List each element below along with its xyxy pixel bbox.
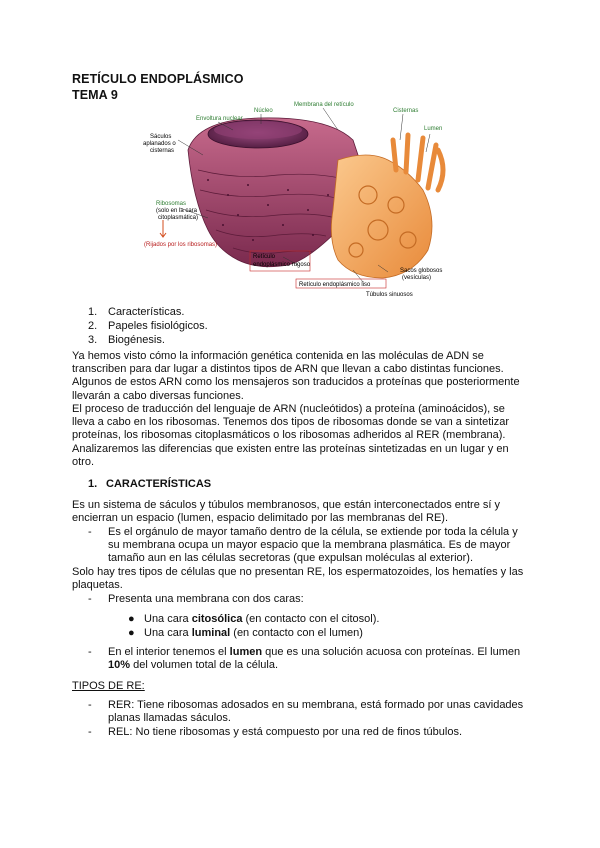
section-paragraph-1: Es un sistema de sáculos y túbulos membranosos, que están interconectados entre sí y encierran un espacio (lumen, espacio delimitado por las membranas del RE).	[72, 499, 501, 525]
label-saculos-1: Sáculos	[150, 134, 172, 140]
bullet-citosolica: ● Una cara citosólica (en contacto con el citosol).	[128, 613, 380, 625]
bullet-luminal: ● Una cara luminal (en contacto con el lumen)	[128, 627, 363, 639]
label-sacos-2: (vesículas)	[402, 275, 432, 281]
label-ribosomas: Ribosomas	[156, 201, 187, 207]
section-heading: 1. CARACTERÍSTICAS	[88, 478, 212, 490]
intro-paragraph-1: Ya hemos visto cómo la información genética contenida en las moléculas de ADN se transcriben para dar lugar a distintos tipos de ARN que llevan a cabo distintas funciones. Algunos de estos ARN como los mensajeros son traducidos a proteínas que posteriormente llevarán a cabo diversas funciones.	[72, 350, 520, 402]
dash-item-rel: - REL: No tiene ribosomas y está compuesto por una red de finos túbulos.	[88, 726, 463, 738]
dash-item-lumen: - En el interior tenemos el lumen que es una solución acuosa con proteínas. El lumen 10% del volumen total de la célula.	[88, 646, 521, 672]
label-saculos-3: cisternas	[150, 148, 175, 154]
list-item: 3. Biogénesis.	[88, 334, 165, 346]
label-envoltura: Envoltura nuclear	[196, 116, 243, 122]
list-item: 2. Papeles fisiológicos.	[88, 320, 208, 332]
dash-item-rer: - RER: Tiene ribosomas adosados en su membrana, está formado por unas cavidades planas llamadas sáculos.	[88, 699, 524, 725]
label-sacos-1: Sacos globosos	[400, 268, 443, 274]
list-item: 1. Características.	[88, 306, 185, 318]
section-paragraph-2: Solo hay tres tipos de células que no presentan RE, los espermatozoides, los hematíes y las plaquetas.	[72, 566, 524, 592]
label-tubulos: Túbulos sinuosos	[366, 292, 413, 298]
document-subtitle: TEMA 9	[72, 88, 118, 102]
label-membrana: Membrana del retículo	[294, 102, 354, 108]
document-title: RETÍCULO ENDOPLÁSMICO	[72, 72, 244, 86]
label-ribosomas-note-1: (solo en la cara	[156, 208, 198, 214]
label-lumen: Lumen	[424, 126, 443, 132]
label-cisternas: Cisternas	[393, 108, 419, 114]
er-diagram	[138, 100, 458, 300]
dash-item-organulo: - Es el orgánulo de mayor tamaño dentro de la célula, se extiende por toda la célula y su membrana ocupa un mayor espacio que la membrana plasmática. Es de mayor tamaño aun en las células secretoras (que expulsan moléculas al exterior).	[88, 526, 518, 565]
intro-paragraph-3: Analizaremos las diferencias que existen entre las proteínas sintetizadas en un lugar y en otro.	[72, 443, 509, 469]
outline-list	[88, 305, 208, 347]
label-ribosomas-note-2: citoplasmática)	[158, 215, 199, 221]
dash-item-membrana: - Presenta una membrana con dos caras:	[88, 593, 304, 605]
label-saculos-2: aplanados o	[143, 141, 176, 147]
label-rer-1: Retículo	[253, 254, 276, 260]
tipos-heading: TIPOS DE RE:	[72, 680, 145, 692]
label-rel: Retículo endoplásmico liso	[299, 282, 371, 288]
intro-paragraph-2: El proceso de traducción del lenguaje de ARN (nucleótidos) a proteína (aminoácidos), se lleva a cabo en los ribosomas. Tenemos dos tipos de ribosomas donde se van a sintetizar proteínas, los ribosomas citoplasmáticos o los ribosomas adheridos al RER (membrana).	[72, 403, 509, 442]
label-rer-2: endoplásmico rugoso	[253, 262, 311, 268]
er-diagram-svg	[138, 100, 458, 300]
label-rijados: (Rijados por los ribosomas)	[144, 242, 218, 248]
label-nucleo: Núcleo	[254, 108, 273, 114]
